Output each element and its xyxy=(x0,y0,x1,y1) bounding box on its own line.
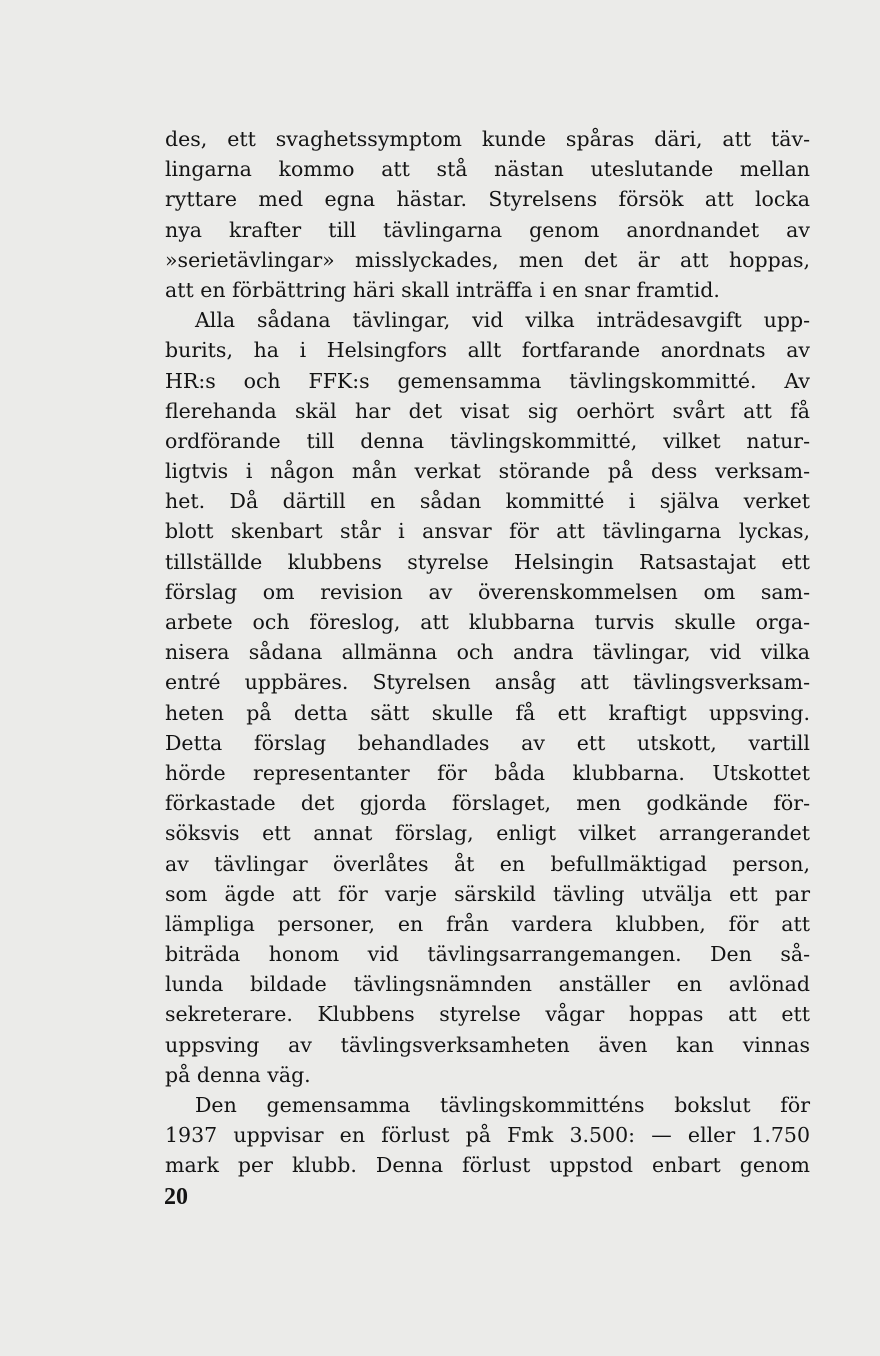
text-line: entré uppbäres. Styrelsen ansåg att tävlingsverksam- xyxy=(165,670,810,695)
text-line: »serietävlingar» misslyckades, men det är att hoppas, xyxy=(165,247,810,272)
text-line: Den gemensamma tävlingskommitténs bokslut för xyxy=(195,1093,810,1117)
text-line: lingarna kommo att stå nästan uteslutande mellan xyxy=(165,157,810,182)
body-text xyxy=(165,124,810,1181)
text-line: tillställde klubbens styrelse Helsingin Ratsastajat ett xyxy=(165,549,810,574)
text-line: blott skenbart står i ansvar för att tävlingarna lyckas, xyxy=(165,519,810,544)
text-line: ryttare med egna hästar. Styrelsens försök att locka xyxy=(165,187,810,212)
text-line: förslag om revision av överenskommelsen om sam- xyxy=(165,579,810,604)
text-line: HR:s och FFK:s gemensamma tävlingskommitté. Av xyxy=(165,368,810,393)
text-line: nya krafter till tävlingarna genom anordnandet av xyxy=(165,217,810,242)
text-line: het. Då därtill en sådan kommitté i själva verket xyxy=(165,489,810,514)
text-line: heten på detta sätt skulle få ett kraftigt uppsving. xyxy=(165,700,810,725)
text-line: nisera sådana allmänna och andra tävlingar, vid vilka xyxy=(165,640,810,665)
text-line: arbete och föreslog, att klubbarna turvis skulle orga- xyxy=(165,610,810,634)
text-line: att en förbättring häri skall inträffa i en snar framtid. xyxy=(165,277,720,302)
text-line: des, ett svaghetssymptom kunde spåras däri, att täv- xyxy=(165,127,810,151)
text-line: Detta förslag behandlades av ett utskott, vartill xyxy=(165,730,810,755)
text-line: sekreterare. Klubbens styrelse vågar hoppas att ett xyxy=(165,1002,810,1027)
text-line: ligtvis i någon mån verkat störande på dess verksam- xyxy=(165,459,810,484)
text-line: på denna väg. xyxy=(165,1062,311,1087)
text-line: ordförande till denna tävlingskommitté, vilket natur- xyxy=(165,428,810,453)
text-line: av tävlingar överlåtes åt en befullmäktigad person, xyxy=(165,851,810,876)
text-line: söksvis ett annat förslag, enligt vilket arrangerandet xyxy=(165,821,810,846)
text-line: mark per klubb. Denna förlust uppstod enbart genom xyxy=(165,1153,810,1178)
text-line: lunda bildade tävlingsnämnden anställer en avlönad xyxy=(165,972,810,997)
text-line: burits, ha i Helsingfors allt fortfarande anordnats av xyxy=(165,338,810,363)
text-line: lämpliga personer, en från vardera klubben, för att xyxy=(165,911,810,936)
text-line: hörde representanter för båda klubbarna. Utskottet xyxy=(165,760,810,785)
text-line: Alla sådana tävlingar, vid vilka inträdesavgift upp- xyxy=(195,308,810,333)
text-line: förkastade det gjorda förslaget, men godkände för- xyxy=(165,791,810,816)
text-line: flerehanda skäl har det visat sig oerhört svårt att få xyxy=(165,398,810,423)
text-line: biträda honom vid tävlingsarrangemangen. Den så- xyxy=(165,942,810,967)
page-number: 20 xyxy=(164,1184,188,1210)
text-line: 1937 uppvisar en förlust på Fmk 3.500: — eller 1.750 xyxy=(165,1123,810,1148)
text-line: som ägde att för varje särskild tävling utvälja ett par xyxy=(165,881,810,906)
text-line: uppsving av tävlingsverksamheten även kan vinnas xyxy=(165,1032,810,1057)
